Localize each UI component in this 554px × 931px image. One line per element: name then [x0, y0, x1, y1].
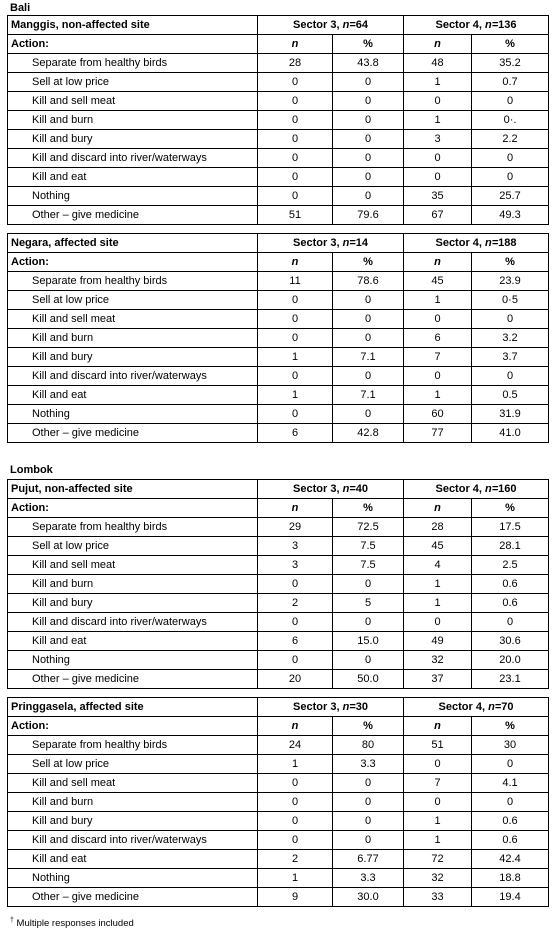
sector-3-percent: 0 [333, 793, 404, 812]
sector-3-n: 0 [258, 187, 333, 206]
action-label: Other – give medicine [8, 670, 258, 689]
sector-4-percent: 28.1 [472, 537, 549, 556]
table-row [8, 329, 549, 348]
sector-4-percent: 42.4 [472, 850, 549, 869]
sector-3-n: 0 [258, 92, 333, 111]
sector-3-n: 51 [258, 206, 333, 225]
action-label: Kill and sell meat [8, 310, 258, 329]
sector-4-n: 0 [404, 755, 472, 774]
sector-3-header: Sector 3, n=30 [258, 698, 404, 717]
table-row [8, 54, 549, 73]
sector-4-percent: 35.2 [472, 54, 549, 73]
column-header-row [8, 253, 549, 272]
sector-3-percent: 0 [333, 130, 404, 149]
site-table [7, 479, 549, 689]
table-row [8, 888, 549, 907]
action-label: Kill and burn [8, 111, 258, 130]
sector-4-n: 0 [404, 793, 472, 812]
sector-4-percent: 0 [472, 149, 549, 168]
action-label: Kill and bury [8, 594, 258, 613]
table-row [8, 149, 549, 168]
sector-3-n: 20 [258, 670, 333, 689]
sector-4-n: 28 [404, 518, 472, 537]
table-row [8, 310, 549, 329]
sector-3-n: 0 [258, 73, 333, 92]
sector-4-n: 45 [404, 537, 472, 556]
action-label: Kill and eat [8, 850, 258, 869]
sector-3-n: 1 [258, 755, 333, 774]
sector-3-n: 6 [258, 424, 333, 443]
sector-4-header: Sector 4, n=188 [404, 234, 549, 253]
percent-header: % [333, 35, 404, 54]
sector-3-n: 0 [258, 130, 333, 149]
sector-3-percent: 7.5 [333, 556, 404, 575]
sector-3-percent: 0 [333, 168, 404, 187]
sector-3-percent: 0 [333, 367, 404, 386]
n-header: n [404, 253, 472, 272]
sector-4-n: 72 [404, 850, 472, 869]
table-row [8, 348, 549, 367]
sector-4-header: Sector 4, n=160 [404, 480, 549, 499]
sector-3-percent: 0 [333, 73, 404, 92]
sector-4-percent: 31.9 [472, 405, 549, 424]
table-row [8, 850, 549, 869]
table-row [8, 831, 549, 850]
region-title-bali: Bali [10, 2, 31, 14]
sector-3-n: 0 [258, 774, 333, 793]
n-header: n [404, 499, 472, 518]
action-label: Separate from healthy birds [8, 518, 258, 537]
sector-4-percent: 0·5 [472, 291, 549, 310]
action-label: Other – give medicine [8, 206, 258, 225]
sector-4-n: 1 [404, 575, 472, 594]
n-header: n [258, 35, 333, 54]
sector-4-n: 0 [404, 367, 472, 386]
site-name: Manggis, non-affected site [8, 16, 258, 35]
table-row [8, 367, 549, 386]
percent-header: % [472, 35, 549, 54]
sector-3-n: 6 [258, 632, 333, 651]
sector-4-percent: 23.9 [472, 272, 549, 291]
sector-3-n: 0 [258, 310, 333, 329]
sector-4-percent: 0 [472, 367, 549, 386]
percent-header: % [472, 499, 549, 518]
action-header: Action: [8, 253, 258, 272]
action-label: Kill and eat [8, 168, 258, 187]
sector-3-n: 3 [258, 537, 333, 556]
table-row [8, 291, 549, 310]
action-label: Other – give medicine [8, 424, 258, 443]
sector-3-n: 0 [258, 613, 333, 632]
site-name: Negara, affected site [8, 234, 258, 253]
table-row [8, 386, 549, 405]
sector-3-percent: 0 [333, 291, 404, 310]
sector-4-header: Sector 4, n=136 [404, 16, 549, 35]
sector-3-percent: 3.3 [333, 755, 404, 774]
sector-4-n: 1 [404, 386, 472, 405]
sector-4-percent: 0 [472, 92, 549, 111]
sector-4-percent: 0 [472, 613, 549, 632]
sector-4-percent: 49.3 [472, 206, 549, 225]
sector-4-n: 6 [404, 329, 472, 348]
sector-4-percent: 0.6 [472, 594, 549, 613]
sector-4-n: 1 [404, 831, 472, 850]
action-label: Kill and burn [8, 329, 258, 348]
percent-header: % [333, 253, 404, 272]
action-label: Sell at low price [8, 73, 258, 92]
sector-4-n: 77 [404, 424, 472, 443]
action-label: Kill and discard into river/waterways [8, 149, 258, 168]
sector-4-percent: 20.0 [472, 651, 549, 670]
column-header-row [8, 717, 549, 736]
n-header: n [258, 499, 333, 518]
table-row [8, 594, 549, 613]
action-label: Kill and sell meat [8, 774, 258, 793]
sector-4-percent: 3.7 [472, 348, 549, 367]
sector-3-percent: 78.6 [333, 272, 404, 291]
table-row [8, 632, 549, 651]
action-label: Other – give medicine [8, 888, 258, 907]
sector-3-n: 24 [258, 736, 333, 755]
sector-3-n: 0 [258, 575, 333, 594]
sector-4-n: 32 [404, 651, 472, 670]
table-row [8, 111, 549, 130]
sector-3-percent: 0 [333, 405, 404, 424]
n-header: n [258, 717, 333, 736]
site-header-row [8, 16, 549, 35]
action-label: Kill and bury [8, 348, 258, 367]
sector-3-percent: 0 [333, 310, 404, 329]
sector-4-percent: 0.6 [472, 831, 549, 850]
site-header-row [8, 698, 549, 717]
sector-4-percent: 41.0 [472, 424, 549, 443]
sector-3-percent: 3.3 [333, 869, 404, 888]
sector-4-n: 1 [404, 594, 472, 613]
column-header-row [8, 499, 549, 518]
sector-3-percent: 0 [333, 651, 404, 670]
sector-4-percent: 17.5 [472, 518, 549, 537]
sector-3-percent: 5 [333, 594, 404, 613]
sector-3-percent: 42.8 [333, 424, 404, 443]
sector-3-n: 0 [258, 329, 333, 348]
action-label: Kill and discard into river/waterways [8, 613, 258, 632]
action-label: Kill and bury [8, 812, 258, 831]
sector-3-n: 0 [258, 405, 333, 424]
sector-3-n: 9 [258, 888, 333, 907]
sector-4-percent: 0.6 [472, 812, 549, 831]
sector-3-percent: 30.0 [333, 888, 404, 907]
sector-4-n: 49 [404, 632, 472, 651]
sector-4-percent: 30.6 [472, 632, 549, 651]
table-row [8, 736, 549, 755]
sector-3-percent: 0 [333, 149, 404, 168]
sector-4-percent: 2.5 [472, 556, 549, 575]
sector-3-percent: 72.5 [333, 518, 404, 537]
sector-3-percent: 7.1 [333, 386, 404, 405]
table-row [8, 812, 549, 831]
sector-3-n: 1 [258, 386, 333, 405]
sector-3-n: 0 [258, 793, 333, 812]
sector-3-n: 3 [258, 556, 333, 575]
region-title-lombok: Lombok [10, 464, 53, 476]
sector-4-n: 32 [404, 869, 472, 888]
site-name: Pringgasela, affected site [8, 698, 258, 717]
sector-3-percent: 0 [333, 831, 404, 850]
sector-3-percent: 0 [333, 774, 404, 793]
sector-3-n: 11 [258, 272, 333, 291]
sector-3-n: 0 [258, 291, 333, 310]
sector-4-n: 51 [404, 736, 472, 755]
action-label: Sell at low price [8, 755, 258, 774]
sector-3-n: 0 [258, 149, 333, 168]
table-row [8, 405, 549, 424]
sector-3-n: 0 [258, 812, 333, 831]
table-row [8, 130, 549, 149]
action-label: Nothing [8, 405, 258, 424]
sector-3-n: 2 [258, 594, 333, 613]
sector-3-header: Sector 3, n=14 [258, 234, 404, 253]
sector-3-header: Sector 3, n=40 [258, 480, 404, 499]
sector-3-percent: 7.5 [333, 537, 404, 556]
sector-3-percent: 6.77 [333, 850, 404, 869]
action-label: Kill and discard into river/waterways [8, 831, 258, 850]
sector-3-n: 0 [258, 831, 333, 850]
footnote-text: Multiple responses included [16, 918, 134, 930]
table-row [8, 670, 549, 689]
sector-3-percent: 43.8 [333, 54, 404, 73]
sector-4-header: Sector 4, n=70 [404, 698, 549, 717]
action-label: Kill and eat [8, 386, 258, 405]
sector-3-n: 1 [258, 348, 333, 367]
sector-4-n: 60 [404, 405, 472, 424]
sector-4-percent: 25.7 [472, 187, 549, 206]
sector-4-n: 0 [404, 149, 472, 168]
action-label: Nothing [8, 869, 258, 888]
sector-4-n: 0 [404, 92, 472, 111]
table-row [8, 518, 549, 537]
sector-4-percent: 0·. [472, 111, 549, 130]
action-label: Kill and bury [8, 130, 258, 149]
percent-header: % [472, 253, 549, 272]
sector-3-percent: 0 [333, 92, 404, 111]
sector-3-n: 0 [258, 651, 333, 670]
sector-3-percent: 50.0 [333, 670, 404, 689]
action-header: Action: [8, 499, 258, 518]
sector-4-n: 3 [404, 130, 472, 149]
action-label: Kill and burn [8, 793, 258, 812]
sector-4-n: 0 [404, 168, 472, 187]
sector-3-percent: 0 [333, 575, 404, 594]
site-table [7, 15, 549, 225]
table-row [8, 272, 549, 291]
n-header: n [258, 253, 333, 272]
sector-4-percent: 3.2 [472, 329, 549, 348]
sector-4-n: 7 [404, 348, 472, 367]
sector-4-percent: 0 [472, 310, 549, 329]
action-label: Sell at low price [8, 537, 258, 556]
sector-4-n: 67 [404, 206, 472, 225]
sector-4-n: 0 [404, 310, 472, 329]
sector-3-percent: 80 [333, 736, 404, 755]
sector-4-percent: 2.2 [472, 130, 549, 149]
action-label: Kill and sell meat [8, 556, 258, 575]
percent-header: % [333, 499, 404, 518]
sector-4-percent: 19.4 [472, 888, 549, 907]
sector-4-n: 33 [404, 888, 472, 907]
sector-3-percent: 0 [333, 613, 404, 632]
table-row [8, 556, 549, 575]
sector-4-n: 7 [404, 774, 472, 793]
sector-3-n: 2 [258, 850, 333, 869]
table-row [8, 537, 549, 556]
sector-4-n: 35 [404, 187, 472, 206]
action-label: Nothing [8, 651, 258, 670]
sector-4-n: 45 [404, 272, 472, 291]
sector-3-percent: 0 [333, 111, 404, 130]
sector-4-n: 48 [404, 54, 472, 73]
sector-4-percent: 18.8 [472, 869, 549, 888]
sector-3-percent: 79.6 [333, 206, 404, 225]
sector-3-n: 28 [258, 54, 333, 73]
sector-4-percent: 0 [472, 168, 549, 187]
n-header: n [404, 717, 472, 736]
site-header-row [8, 234, 549, 253]
footnote-mark: † [10, 917, 14, 924]
sector-3-percent: 7.1 [333, 348, 404, 367]
sector-3-n: 29 [258, 518, 333, 537]
action-label: Sell at low price [8, 291, 258, 310]
site-name: Pujut, non-affected site [8, 480, 258, 499]
column-header-row [8, 35, 549, 54]
sector-4-n: 1 [404, 291, 472, 310]
table-row [8, 73, 549, 92]
action-label: Separate from healthy birds [8, 272, 258, 291]
sector-4-percent: 0.6 [472, 575, 549, 594]
table-row [8, 168, 549, 187]
action-label: Separate from healthy birds [8, 736, 258, 755]
sector-4-percent: 23.1 [472, 670, 549, 689]
sector-4-n: 37 [404, 670, 472, 689]
table-row [8, 613, 549, 632]
sector-4-n: 1 [404, 111, 472, 130]
sector-3-percent: 0 [333, 812, 404, 831]
table-row [8, 774, 549, 793]
action-header: Action: [8, 717, 258, 736]
table-row [8, 424, 549, 443]
table-row [8, 187, 549, 206]
footnote [10, 917, 134, 929]
sector-3-n: 0 [258, 111, 333, 130]
sector-4-percent: 0.5 [472, 386, 549, 405]
table-row [8, 92, 549, 111]
sector-3-n: 0 [258, 168, 333, 187]
table-row [8, 651, 549, 670]
sector-4-n: 1 [404, 73, 472, 92]
sector-4-percent: 0 [472, 793, 549, 812]
sector-3-percent: 15.0 [333, 632, 404, 651]
action-label: Kill and discard into river/waterways [8, 367, 258, 386]
sector-4-percent: 0 [472, 755, 549, 774]
site-table [7, 233, 549, 443]
sector-4-percent: 0.7 [472, 73, 549, 92]
sector-3-n: 0 [258, 367, 333, 386]
sector-4-n: 1 [404, 812, 472, 831]
sector-4-percent: 30 [472, 736, 549, 755]
n-header: n [404, 35, 472, 54]
table-row [8, 793, 549, 812]
action-label: Kill and sell meat [8, 92, 258, 111]
percent-header: % [472, 717, 549, 736]
sector-3-n: 1 [258, 869, 333, 888]
sector-3-percent: 0 [333, 187, 404, 206]
table-row [8, 206, 549, 225]
sector-4-n: 0 [404, 613, 472, 632]
action-label: Kill and eat [8, 632, 258, 651]
sector-4-percent: 4.1 [472, 774, 549, 793]
sector-3-header: Sector 3, n=64 [258, 16, 404, 35]
action-label: Separate from healthy birds [8, 54, 258, 73]
table-row [8, 869, 549, 888]
action-header: Action: [8, 35, 258, 54]
percent-header: % [333, 717, 404, 736]
table-row [8, 575, 549, 594]
action-label: Kill and burn [8, 575, 258, 594]
table-row [8, 755, 549, 774]
site-table [7, 697, 549, 907]
site-header-row [8, 480, 549, 499]
sector-4-n: 4 [404, 556, 472, 575]
action-label: Nothing [8, 187, 258, 206]
sector-3-percent: 0 [333, 329, 404, 348]
